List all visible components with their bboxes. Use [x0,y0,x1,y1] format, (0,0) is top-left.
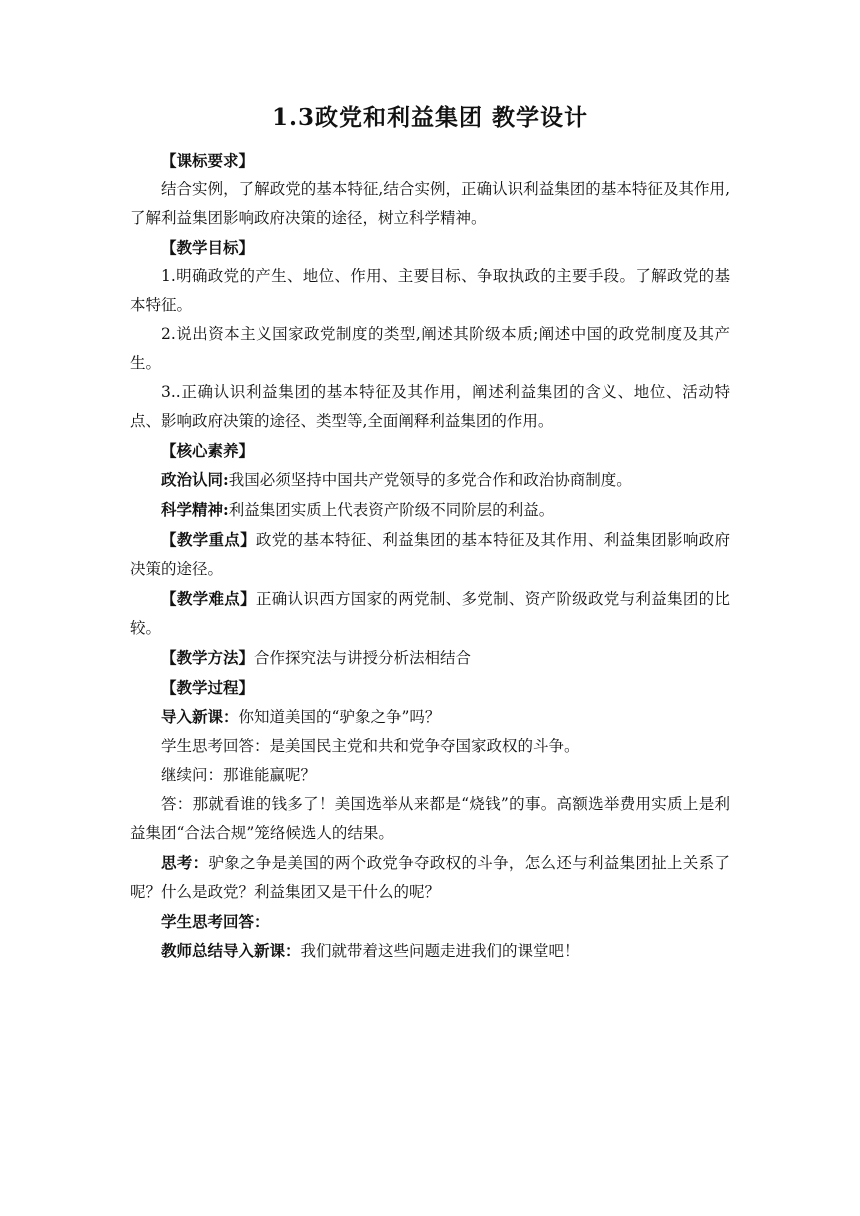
political-text: 我国必须坚持中国共产党领导的多党合作和政治协商制度。 [228,471,632,489]
process-heading: 【教学过程】 [161,678,255,697]
intro-label: 导入新课： [161,707,239,726]
goal-item-3: 3..正确认识利益集团的基本特征及其作用，阐述利益集团的含义、地位、活动特点、影响政府决策的途径、类型等,全面阐释利益集团的作用。 [130,383,730,430]
process-teacher [130,936,730,966]
process-answer: 答：那就看谁的钱多了！美国选举从来都是“烧钱”的事。高额选举费用实质上是利益集团“合法合规”笼络候选人的结果。 [130,795,730,842]
key-points-text: 政党的基本特征、利益集团的基本特征及其作用、利益集团影响政府决策的途径。 [130,531,730,578]
literacy-political [130,465,730,495]
process-student-answer: 学生思考回答：是美国民主党和共和党争夺国家政权的斗争。 [161,737,580,755]
difficulties [130,584,730,643]
key-points [130,525,730,584]
literacy-science [130,495,730,525]
curriculum-heading: 【课标要求】 [161,151,255,170]
think-text: 驴象之争是美国的两个政党争夺政权的斗争，怎么还与利益集团扯上关系了呢？什么是政党？利益集团又是干什么的呢？ [130,854,730,901]
intro-text: 你知道美国的“驴象之争”吗？ [238,708,441,726]
document-body [130,146,730,966]
difficulties-text: 正确认识西方国家的两党制、多党制、资产阶级政党与利益集团的比较。 [130,590,730,637]
think-label: 思考： [161,853,209,872]
methods-heading: 【教学方法】 [161,648,255,667]
key-points-heading: 【教学重点】 [161,530,256,549]
goal-item-1: 1.明确政党的产生、地位、作用、主要目标、争取执政的主要手段。了解政党的基本特征。 [130,267,730,314]
teacher-label: 教师总结导入新课： [161,941,301,960]
document-title: 1.3政党和利益集团 教学设计 [271,104,589,131]
process-student-think: 学生思考回答： [161,912,270,931]
goals-heading: 【教学目标】 [161,238,255,257]
goal-item-2: 2.说出资本主义国家政党制度的类型,阐述其阶级本质;阐述中国的政党制度及其产生。 [130,325,730,372]
political-label: 政治认同: [161,470,229,489]
teacher-text: 我们就带着这些问题走进我们的课堂吧！ [300,942,580,960]
science-text: 利益集团实质上代表资产阶级不同阶层的利益。 [228,501,555,519]
literacy-heading: 【核心素养】 [161,441,255,460]
difficulties-heading: 【教学难点】 [161,589,256,608]
methods-text: 合作探究法与讲授分析法相结合 [254,649,472,667]
methods [130,643,730,673]
process-think [130,848,730,907]
science-label: 科学精神: [161,500,229,519]
curriculum-text: 结合实例，了解政党的基本特征,结合实例，正确认识利益集团的基本特征及其作用,了解利益集团影响政府决策的途径，树立科学精神。 [130,180,730,227]
process-intro [130,702,730,732]
process-follow-up: 继续问：那谁能赢呢？ [161,766,317,784]
